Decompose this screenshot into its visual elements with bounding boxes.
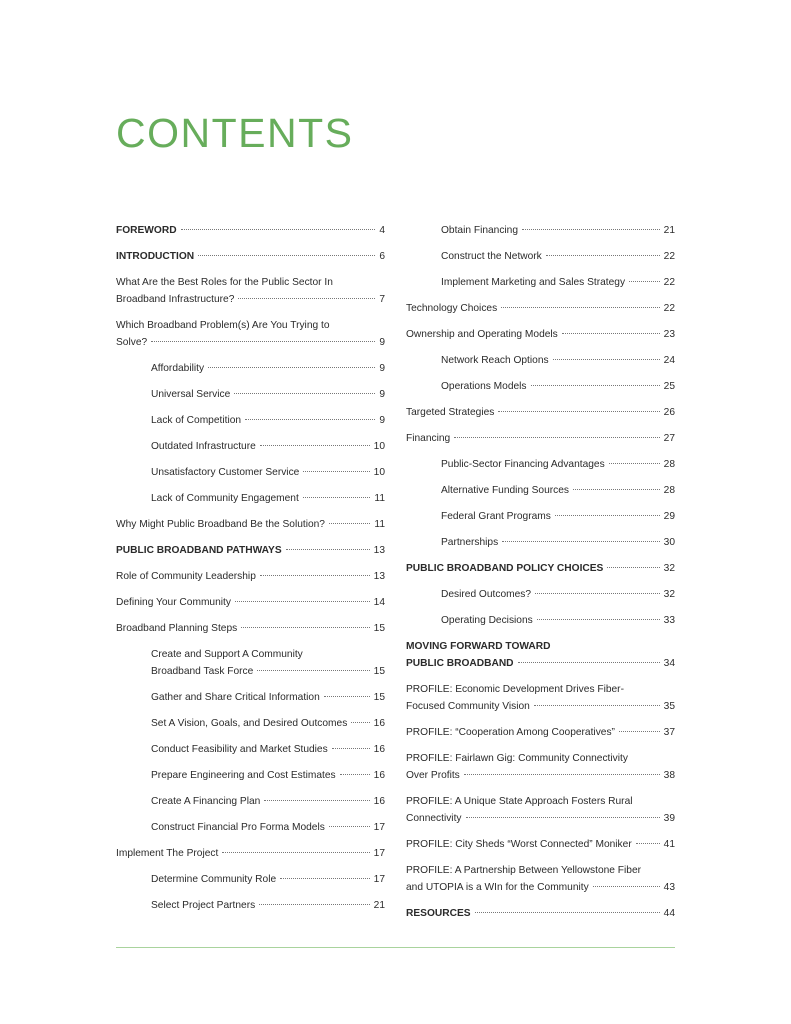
toc-entry-label: and UTOPIA is a WIn for the Community <box>406 882 589 893</box>
toc-page-number: 38 <box>663 770 675 781</box>
toc-entry-label: INTRODUCTION <box>116 251 195 262</box>
dot-leader <box>241 627 369 628</box>
toc-entry[interactable] <box>116 897 385 914</box>
dot-leader <box>222 852 369 853</box>
toc-page-number: 17 <box>373 874 385 885</box>
toc-entry[interactable] <box>406 248 675 265</box>
dot-leader <box>502 541 659 542</box>
toc-page-number: 25 <box>663 381 675 392</box>
toc-page-number: 34 <box>663 658 675 669</box>
toc-page-number: 9 <box>379 415 385 426</box>
toc-entry[interactable] <box>406 352 675 369</box>
toc-page-number: 35 <box>663 701 675 712</box>
toc-entry-label: Ownership and Operating Models <box>406 329 558 340</box>
toc-entry-label: Financing <box>406 433 451 444</box>
toc-entry-label-line1: PROFILE: A Partnership Between Yellowstone Fiber <box>406 865 642 876</box>
toc-entry[interactable] <box>406 430 675 447</box>
dot-leader <box>531 385 660 386</box>
toc-entry[interactable] <box>116 438 385 455</box>
toc-entry[interactable] <box>406 836 675 853</box>
toc-entry-label: Broadband Task Force <box>151 666 254 677</box>
dot-leader <box>498 411 659 412</box>
dot-leader <box>534 705 660 706</box>
toc-entry-label: Gather and Share Critical Information <box>151 692 320 703</box>
dot-leader <box>260 445 370 446</box>
toc-page-number: 28 <box>663 459 675 470</box>
toc-page-number: 44 <box>663 908 675 919</box>
toc-entry[interactable] <box>116 386 385 403</box>
toc-entry-label: Outdated Infrastructure <box>151 441 256 452</box>
toc-entry[interactable] <box>116 871 385 888</box>
toc-entry-label: Defining Your Community <box>116 597 231 608</box>
toc-page-number: 24 <box>663 355 675 366</box>
dot-leader <box>235 601 370 602</box>
toc-page-number: 6 <box>379 251 385 262</box>
toc-entry-label: Role of Community Leadership <box>116 571 256 582</box>
dot-leader <box>466 817 660 818</box>
toc-entry-label: Construct Financial Pro Forma Models <box>151 822 325 833</box>
toc-entry-label: Alternative Funding Sources <box>441 485 569 496</box>
toc-entry-label: Select Project Partners <box>151 900 256 911</box>
toc-entry[interactable] <box>116 222 385 239</box>
dot-leader <box>329 826 370 827</box>
dot-leader <box>303 471 369 472</box>
page-title: CONTENTS <box>116 110 354 156</box>
toc-page-number: 16 <box>373 744 385 755</box>
toc-page-number: 27 <box>663 433 675 444</box>
toc-entry[interactable] <box>406 326 675 343</box>
dot-leader <box>340 774 370 775</box>
dot-leader <box>518 662 660 663</box>
toc-page-number: 21 <box>373 900 385 911</box>
toc-entry-label: FOREWORD <box>116 225 177 236</box>
toc-entry[interactable] <box>406 274 675 291</box>
toc-page-number: 16 <box>373 770 385 781</box>
toc-entry-label: Federal Grant Programs <box>441 511 551 522</box>
toc-page-number: 17 <box>373 822 385 833</box>
toc-page-number: 9 <box>379 389 385 400</box>
toc-entry-label: Partnerships <box>441 537 499 548</box>
dot-leader <box>208 367 375 368</box>
dot-leader <box>280 878 370 879</box>
dot-leader <box>332 748 370 749</box>
toc-entry-label: Broadband Infrastructure? <box>116 294 235 305</box>
toc-left-column <box>116 222 385 923</box>
toc-page-number: 43 <box>663 882 675 893</box>
toc-entry[interactable] <box>116 317 385 351</box>
toc-entry-label-line1: PROFILE: Fairlawn Gig: Community Connectivity <box>406 753 628 764</box>
toc-entry[interactable] <box>406 681 675 715</box>
toc-entry-label: PUBLIC BROADBAND PATHWAYS <box>116 545 282 556</box>
toc-entry-label-line1: PROFILE: Economic Development Drives Fiber- <box>406 684 624 695</box>
toc-page-number: 16 <box>373 718 385 729</box>
toc-entry[interactable] <box>116 568 385 585</box>
toc-entry[interactable] <box>116 819 385 836</box>
dot-leader <box>573 489 660 490</box>
footer-divider <box>116 947 675 948</box>
toc-right-column <box>406 222 675 931</box>
toc-entry-label: Operations Models <box>441 381 527 392</box>
toc-entry-label: Construct the Network <box>441 251 542 262</box>
toc-entry-label: Solve? <box>116 337 148 348</box>
toc-page-number: 13 <box>373 545 385 556</box>
dot-leader <box>351 722 369 723</box>
toc-page-number: 16 <box>373 796 385 807</box>
toc-entry-label: Technology Choices <box>406 303 498 314</box>
toc-entry[interactable] <box>116 767 385 784</box>
toc-entry-label: Operating Decisions <box>441 615 533 626</box>
toc-entry[interactable] <box>406 300 675 317</box>
dot-leader <box>629 281 660 282</box>
toc-entry-label: Connectivity <box>406 813 462 824</box>
toc-entry-label: Over Profits <box>406 770 460 781</box>
toc-entry[interactable] <box>406 560 675 577</box>
dot-leader <box>238 298 375 299</box>
toc-entry[interactable] <box>116 412 385 429</box>
toc-page-number: 13 <box>373 571 385 582</box>
dot-leader <box>198 255 375 256</box>
dot-leader <box>555 515 660 516</box>
toc-entry[interactable] <box>116 646 385 680</box>
toc-entry-label: Implement Marketing and Sales Strategy <box>441 277 626 288</box>
toc-page-number: 4 <box>379 225 385 236</box>
toc-entry-label-line1: Create and Support A Community <box>151 649 303 660</box>
toc-entry[interactable] <box>406 508 675 525</box>
toc-page-number: 37 <box>663 727 675 738</box>
toc-entry[interactable] <box>406 724 675 741</box>
dot-leader <box>522 229 660 230</box>
toc-entry[interactable] <box>116 715 385 732</box>
toc-page-number: 9 <box>379 337 385 348</box>
toc-entry-label: PUBLIC BROADBAND POLICY CHOICES <box>406 563 604 574</box>
dot-leader <box>501 307 659 308</box>
toc-entry-label: Desired Outcomes? <box>441 589 532 600</box>
toc-entry-label: Network Reach Options <box>441 355 549 366</box>
dot-leader <box>619 731 660 732</box>
toc-entry-label: Affordability <box>151 363 205 374</box>
toc-entry-label: Broadband Planning Steps <box>116 623 238 634</box>
toc-entry[interactable] <box>406 378 675 395</box>
toc-entry-label: Unsatisfactory Customer Service <box>151 467 300 478</box>
toc-page-number: 10 <box>373 467 385 478</box>
dot-leader <box>475 912 660 913</box>
toc-entry[interactable] <box>406 905 675 922</box>
toc-entry[interactable] <box>116 689 385 706</box>
toc-entry[interactable] <box>116 620 385 637</box>
toc-entry[interactable] <box>406 612 675 629</box>
toc-page-number: 11 <box>374 519 385 530</box>
toc-entry[interactable] <box>406 793 675 827</box>
toc-entry-label: PROFILE: “Cooperation Among Cooperatives” <box>406 727 615 738</box>
toc-page-number: 17 <box>373 848 385 859</box>
dot-leader <box>324 696 370 697</box>
toc-entry-label: Set A Vision, Goals, and Desired Outcomes <box>151 718 348 729</box>
toc-page-number: 22 <box>663 277 675 288</box>
toc-page-number: 32 <box>663 589 675 600</box>
dot-leader <box>553 359 660 360</box>
toc-page-number: 9 <box>379 363 385 374</box>
toc-entry-label: PROFILE: City Sheds “Worst Connected” Moniker <box>406 839 632 850</box>
toc-entry[interactable] <box>116 274 385 308</box>
dot-leader <box>286 549 370 550</box>
toc-page-number: 10 <box>373 441 385 452</box>
dot-leader <box>257 670 369 671</box>
toc-entry[interactable] <box>406 482 675 499</box>
toc-entry[interactable] <box>116 845 385 862</box>
toc-entry-label: RESOURCES <box>406 908 471 919</box>
toc-entry-label: Lack of Competition <box>151 415 242 426</box>
toc-entry[interactable] <box>116 516 385 533</box>
dot-leader <box>546 255 660 256</box>
toc-entry-label: Targeted Strategies <box>406 407 495 418</box>
toc-page-number: 39 <box>663 813 675 824</box>
toc-entry[interactable] <box>116 542 385 559</box>
toc-entry-label: Universal Service <box>151 389 231 400</box>
toc-page-number: 41 <box>663 839 675 850</box>
toc-page-number: 11 <box>374 493 385 504</box>
toc-entry[interactable] <box>116 594 385 611</box>
toc-page-number: 22 <box>663 303 675 314</box>
dot-leader <box>454 437 659 438</box>
dot-leader <box>535 593 660 594</box>
toc-entry-label: Lack of Community Engagement <box>151 493 299 504</box>
toc-entry-label-line1: MOVING FORWARD TOWARD <box>406 641 551 652</box>
toc-page-number: 29 <box>663 511 675 522</box>
toc-page-number: 32 <box>663 563 675 574</box>
dot-leader <box>303 497 371 498</box>
dot-leader <box>234 393 375 394</box>
toc-entry-label-line1: Which Broadband Problem(s) Are You Trying to <box>116 320 330 331</box>
toc-entry-label: Prepare Engineering and Cost Estimates <box>151 770 336 781</box>
toc-entry-label: Obtain Financing <box>441 225 519 236</box>
dot-leader <box>264 800 369 801</box>
toc-page-number: 26 <box>663 407 675 418</box>
toc-entry[interactable] <box>116 248 385 265</box>
dot-leader <box>609 463 660 464</box>
toc-entry[interactable] <box>406 638 675 672</box>
toc-entry-label: PUBLIC BROADBAND <box>406 658 514 669</box>
toc-page-number: 30 <box>663 537 675 548</box>
dot-leader <box>181 229 376 230</box>
toc-entry-label: Public-Sector Financing Advantages <box>441 459 605 470</box>
toc-entry[interactable] <box>406 586 675 603</box>
toc-entry-label: Implement The Project <box>116 848 219 859</box>
dot-leader <box>329 523 370 524</box>
toc-entry[interactable] <box>406 456 675 473</box>
toc-entry[interactable] <box>116 464 385 481</box>
toc-entry[interactable] <box>116 490 385 507</box>
dot-leader <box>259 904 369 905</box>
toc-entry-label: Determine Community Role <box>151 874 277 885</box>
toc-entry[interactable] <box>406 222 675 239</box>
dot-leader <box>562 333 660 334</box>
toc-entry[interactable] <box>116 793 385 810</box>
toc-entry-label-line1: PROFILE: A Unique State Approach Fosters Rural <box>406 796 633 807</box>
toc-entry[interactable] <box>406 534 675 551</box>
toc-page-number: 28 <box>663 485 675 496</box>
toc-entry[interactable] <box>116 741 385 758</box>
dot-leader <box>607 567 659 568</box>
toc-page-number: 15 <box>373 666 385 677</box>
toc-entry-label: Conduct Feasibility and Market Studies <box>151 744 328 755</box>
toc-entry-label: Why Might Public Broadband Be the Solution? <box>116 519 325 530</box>
toc-entry-label: Focused Community Vision <box>406 701 530 712</box>
toc-page-number: 14 <box>373 597 385 608</box>
dot-leader <box>593 886 660 887</box>
dot-leader <box>636 843 660 844</box>
toc-entry-label-line1: What Are the Best Roles for the Public Sector In <box>116 277 333 288</box>
toc-page-number: 21 <box>663 225 675 236</box>
dot-leader <box>464 774 660 775</box>
toc-page-number: 33 <box>663 615 675 626</box>
dot-leader <box>260 575 370 576</box>
toc-page-number: 15 <box>373 692 385 703</box>
toc-page-number: 23 <box>663 329 675 340</box>
dot-leader <box>151 341 375 342</box>
toc-page-number: 15 <box>373 623 385 634</box>
toc-entry[interactable] <box>116 360 385 377</box>
dot-leader <box>245 419 375 420</box>
toc-entry[interactable] <box>406 404 675 421</box>
toc-entry-label: Create A Financing Plan <box>151 796 261 807</box>
dot-leader <box>537 619 660 620</box>
toc-entry[interactable] <box>406 862 675 896</box>
toc-entry[interactable] <box>406 750 675 784</box>
toc-page-number: 7 <box>379 294 385 305</box>
toc-page-number: 22 <box>663 251 675 262</box>
